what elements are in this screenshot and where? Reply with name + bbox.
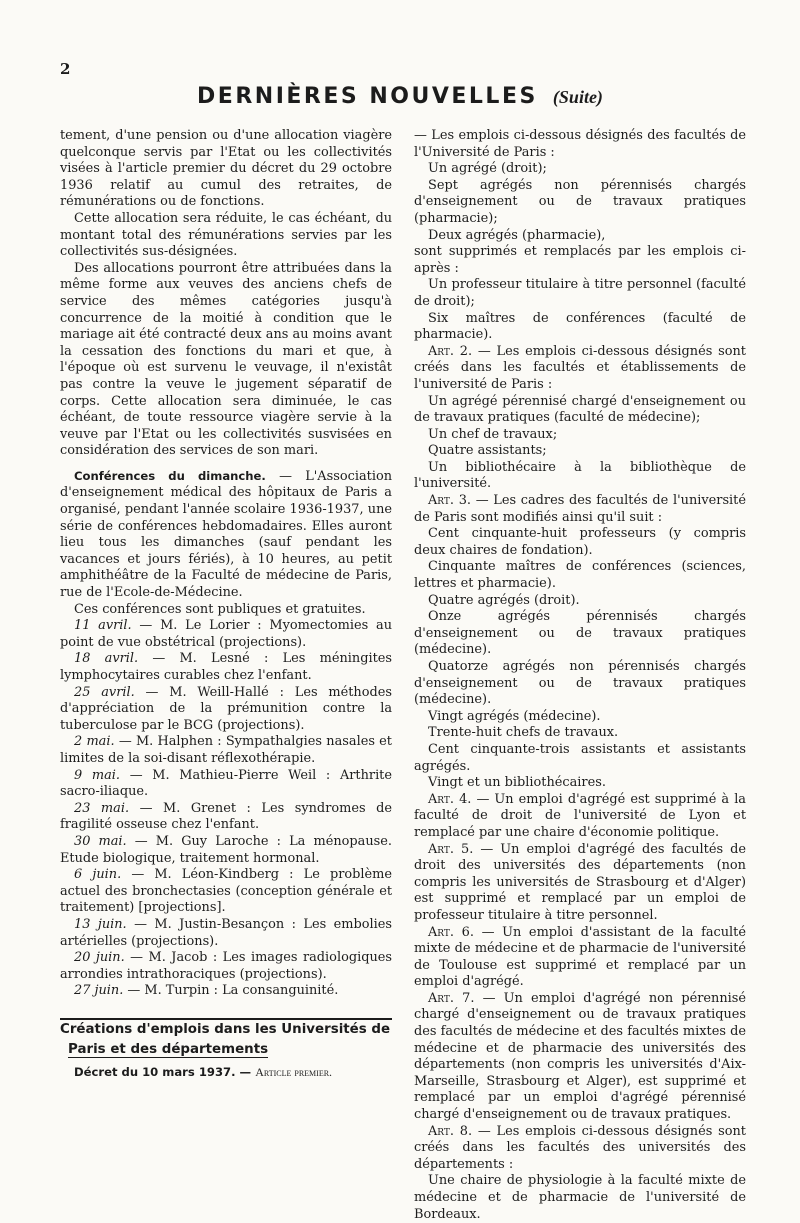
article-text: — Les emplois ci-dessous désignés sont créés dans les facultés des universités des départements :: [414, 1123, 746, 1172]
article-label: Art. 2.: [428, 343, 473, 359]
list-item: Cent cinquante-huit professeurs (y compris deux chaires de fondation).: [414, 526, 746, 558]
article-text: — Un emploi d'agrégé des facultés de droit des universités des départements (non compris les universités de Strasbourg et d'Alger) est supprimé et remplacé par un emploi de professeur titulaire à titre personnel.: [414, 841, 746, 923]
list-item: Un bibliothécaire à la bibliothèque de l'université.: [414, 459, 746, 492]
list-item: Cent cinquante-trois assistants et assistants agrégés.: [414, 741, 746, 774]
lecture-text: — M. Halphen : Sympathalgies nasales et limites de la soi-disant réflexothérapie.: [60, 734, 392, 766]
lecture-text: — M. Turpin : La consanguinité.: [123, 983, 339, 999]
lecture-date: 9 mai.: [74, 767, 121, 783]
list-item: Sept agrégés non pérennisés chargés d'enseignement ou de travaux pratiques (pharmacie);: [414, 177, 746, 226]
lecture-item: [60, 734, 392, 767]
decree-line: [60, 1064, 392, 1081]
lecture-text: — M. Mathieu-Pierre Weil : Arthrite sacro-iliaque.: [60, 767, 392, 800]
list-item: Vingt agrégés (médecine).: [428, 708, 601, 724]
paragraph: Cette allocation sera réduite, le cas échéant, du montant total des rémunérations servies par les collectivités sus-désignées.: [60, 210, 392, 260]
lecture-item: [60, 651, 392, 684]
article-text: — Un emploi d'agrégé non pérennisé chargé d'enseignement ou de travaux pratiques des facultés de médecine et des facultés mixtes de médecine et de pharmacie des universités des départements (non compris les universités d'Aix-Marseille, Strasbourg et Alger), est supprimé et remplacé par un emploi d'agrégé pérennisé chargé d'enseignement ou de travaux pratiques.: [414, 990, 746, 1123]
article-text: — Un emploi d'assistant de la faculté mixte de médecine et de pharmacie de l'université de Toulouse est supprimé et remplacé par un emploi d'agrégé.: [414, 924, 746, 990]
section-title-line-1: Créations d'emplois dans les Universités de: [60, 1021, 391, 1037]
article-text: — Un emploi d'agrégé est supprimé à la faculté de droit de l'université de Lyon et remplacé par une chaire d'économie politique.: [414, 791, 746, 840]
list-item: Six maîtres de conférences (faculté de pharmacie).: [414, 310, 746, 343]
article-label: Art. 7.: [428, 990, 475, 1006]
article-8: [414, 1124, 746, 1174]
lecture-date: 6 juin.: [74, 867, 122, 883]
article-5: [414, 842, 746, 925]
paragraph: — Les emplois ci-dessous désignés des facultés de l'Université de Paris :: [414, 128, 746, 160]
article-label: Art. 8.: [428, 1123, 473, 1139]
list-item: Un agrégé pérennisé chargé d'enseignement ou de travaux pratiques (faculté de médecine);: [414, 393, 746, 426]
lecture-text: — M. Grenet : Les syndromes de fragilité osseuse chez l'enfant.: [60, 800, 392, 833]
masthead-suite: (Suite): [552, 87, 603, 107]
lecture-item: [60, 950, 392, 983]
list-item: Onze agrégés pérennisés chargés d'enseignement ou de travaux pratiques (médecine).: [414, 609, 746, 658]
conferences-heading: Conférences du dimanche.: [74, 468, 266, 483]
lecture-item: [60, 983, 392, 1000]
lecture-date: 11 avril.: [74, 618, 132, 634]
lecture-date: 2 mai.: [74, 734, 115, 750]
lecture-date: 27 juin.: [74, 983, 124, 999]
lecture-item: [60, 768, 392, 801]
article-label: Art. 6.: [428, 924, 474, 940]
paragraph: Des allocations pourront être attribuées dans la même forme aux veuves des anciens chefs de service des mêmes catégories jusqu'à concurrence de la moitié à condition que le mariage ait été contracté deux ans au moins avant la cessation des fonctions du mari et que, à l'époque où est survenu le veuvage, il n'existât pas contre la veuve le jugement séparatif de corps. Cette allocation sera diminuée, le cas échéant, de toute ressource viagère servie à la veuve par l'Etat ou les collectivités susvisées en considération des services de son mari.: [60, 260, 392, 459]
list-item: Un chef de travaux;: [428, 426, 558, 442]
decree-article: Article premier.: [255, 1064, 333, 1079]
article-7: [414, 991, 746, 1124]
lecture-item: [60, 834, 392, 867]
list-item: Deux agrégés (pharmacie),: [428, 227, 606, 243]
lecture-text: — M. Lesné : Les méningites lymphocytaires curables chez l'enfant.: [60, 651, 392, 683]
section-title: [60, 1020, 392, 1060]
masthead: [0, 84, 800, 109]
article-label: Art. 3.: [428, 493, 472, 509]
list-item: Quatre assistants;: [428, 443, 547, 459]
lecture-date: 20 juin.: [74, 950, 125, 966]
lecture-item: [60, 685, 392, 735]
list-item: Quatre agrégés (droit).: [428, 592, 580, 608]
lecture-text: — M. Guy Laroche : La ménopause. Etude biologique, traitement hormonal.: [60, 833, 392, 866]
paragraph: tement, d'une pension ou d'une allocation viagère quelconque servis par l'Etat ou les collectivités visées à l'article premier du décret du 29 octobre 1936 relatif au cumul des retraites, de rémunérations ou de fonctions.: [60, 128, 392, 210]
lecture-date: 18 avril.: [74, 651, 139, 667]
list-item: Quatorze agrégés non pérennisés chargés d'enseignement ou de travaux pratiques (médecine).: [414, 659, 746, 708]
lecture-item: [60, 801, 392, 834]
lecture-text: — M. Weill-Hallé : Les méthodes d'appréciation de la prémunition contre la tuberculose par le BCG (projections).: [60, 684, 392, 733]
lecture-item: [60, 618, 392, 651]
article-label: Art. 4.: [428, 791, 472, 807]
lecture-date: 23 mai.: [74, 800, 130, 816]
article-3: [414, 493, 746, 526]
article-text: — Les emplois ci-dessous désignés sont créés dans les facultés et établissements de l'université de Paris :: [414, 343, 746, 392]
right-column: [414, 128, 746, 1223]
list-item: Un agrégé (droit);: [428, 161, 547, 177]
article-4: [414, 792, 746, 842]
lecture-item: [60, 917, 392, 950]
lecture-date: 25 avril.: [74, 684, 135, 700]
article-2: [414, 344, 746, 394]
list-item: Vingt et un bibliothécaires.: [428, 775, 606, 791]
article-6: [414, 925, 746, 991]
paragraph: Ces conférences sont publiques et gratuites.: [74, 601, 366, 617]
conferences-text: — L'Association d'enseignement médical des hôpitaux de Paris a organisé, pendant l'année scolaire 1936-1937, une série de conférences hebdomadaires. Elles auront lieu tous les dimanches (sauf pendant les vacances et jours fériés), à 10 heures, au petit amphithéâtre de la Faculté de médecine de Paris, rue de l'Ecole-de-Médecine.: [60, 468, 393, 601]
conferences-paragraph: [60, 468, 392, 602]
lecture-item: [60, 867, 392, 917]
masthead-title: DERNIÈRES NOUVELLES: [197, 84, 538, 109]
lecture-text: — M. Justin-Besançon : Les embolies artérielles (projections).: [60, 916, 393, 949]
lecture-text: — M. Jacob : Les images radiologiques arrondies intrathoraciques (projections).: [60, 950, 392, 982]
lecture-text: — M. Le Lorier : Myomectomies au point de vue obstétrical (projections).: [60, 618, 392, 650]
lecture-date: 30 mai.: [74, 833, 127, 849]
article-label: Art. 5.: [428, 841, 474, 857]
list-item: Une chaire de physiologie à la faculté mixte de médecine et de pharmacie de l'université de Bordeaux.: [414, 1173, 746, 1222]
paragraph: sont supprimés et remplacés par les emplois ci-après :: [414, 244, 746, 276]
list-item: Cinquante maîtres de conférences (sciences, lettres et pharmacie).: [414, 559, 746, 592]
article-text: — Les cadres des facultés de l'université de Paris sont modifiés ainsi qu'il suit :: [414, 493, 746, 525]
lecture-text: — M. Léon-Kindberg : Le problème actuel des bronchectasies (conception générale et traitement) [projections].: [60, 867, 392, 916]
decree-date: Décret du 10 mars 1937. —: [74, 1064, 256, 1079]
page-number: 2: [60, 60, 71, 78]
section-title-line-2: Paris et des départements: [68, 1041, 269, 1057]
left-column: [60, 128, 392, 1080]
list-item: Trente-huit chefs de travaux.: [428, 725, 619, 741]
lecture-date: 13 juin.: [74, 916, 127, 932]
list-item: Un professeur titulaire à titre personnel (faculté de droit);: [414, 277, 746, 309]
